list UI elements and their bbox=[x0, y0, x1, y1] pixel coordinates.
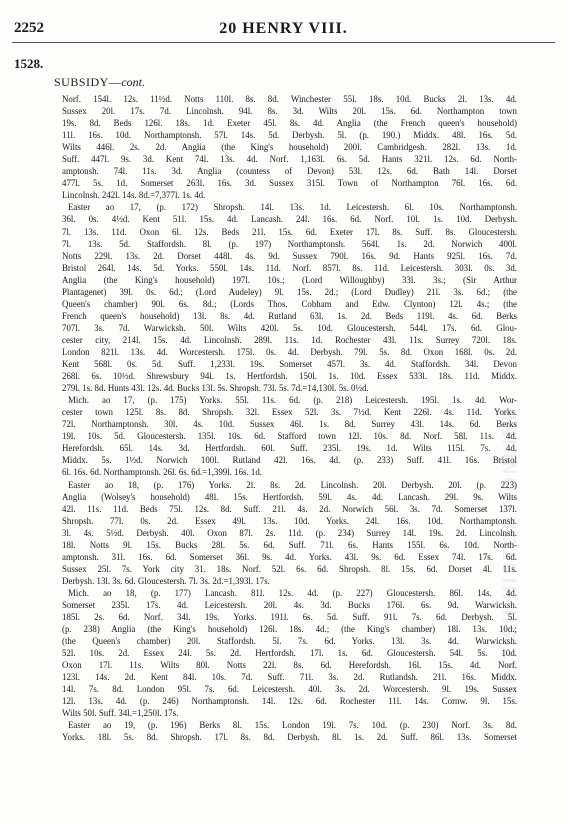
text-line: Easter ao 19, (p. 196) Berks 8l. 15s. London 19l. 7s. 10d. (p. 230) Norf. 3s. 8d. bbox=[68, 720, 517, 731]
text-line: 707l. 3s. 7d. Warwicksh. 50l. Wilts 420l. 5s. 10d. Gloucestersh. 544l. 17s. 6d. Glou- bbox=[62, 322, 517, 333]
text-line: 36l. 0s. 4½d. Kent 51l. 15s. 4d. Lancash. 24l. 16s. 6d. Norf. 10l. 1s. 10d. Derbysh. bbox=[62, 214, 517, 225]
text-line: Lincolnsh. 242l. 14s. 8d.=7,377l. 1s. 4d. bbox=[62, 190, 206, 201]
watermark: BRITISH HISTORY ONLINE bbox=[500, 405, 520, 700]
text-line: Anglia (the King's household) 197l. 10s.; (Lord Willoughby) 33l. 3s.; (Sir Arthur bbox=[62, 274, 517, 285]
text-line: 19l. 10s. 5d. Gloucestersh. 135l. 10s. 6d. Stafford town 12l. 10s. 8d. Norf. 58l. 11s. 4d. bbox=[62, 431, 517, 442]
text-line: amptonsh. 74l. 11s. 3d. Anglia (countess of Devon) 53l. 12s. 6d. Bath 14l. Dorset bbox=[62, 166, 517, 177]
text-line: 477l. 5s. 1d. Somerset 263l. 16s. 3d. Sussex 315l. Town of Northampton 76l. 16s. 6d. bbox=[62, 178, 517, 189]
text-line: 279l. 1s. 8d. Hunts 43l. 12s. 4d. Bucks 13l. 5s. Shropsh. 73l. 5s. 7d.=14,130l. 5s. 0½d. bbox=[62, 383, 369, 394]
text-line: Middx. 5s. 1½d. Norwich 100l. Rutland 42l. 16s. 4d. (p. 233) Suff. 41l. 16s. Bristol bbox=[62, 455, 517, 466]
header-rule bbox=[12, 42, 555, 43]
text-line: 42l. 11s. 11d. Beds 75l. 12s. 8d. Suff. 21l. 4s. 2d. Norwich 56l. 3s. 7d. Somerset 137l. bbox=[62, 503, 517, 514]
text-line: 123l. 14s. 2d. Kent 84l. 10s. 7d. Suff. 71l. 3s. 2d. Rutlandsh. 21l. 16s. Middx. bbox=[62, 672, 517, 683]
text-line: 14l. 7s. 8d. London 95l. 7s. 6d. Leicestersh. 40l. 3s. 2d. Worcestersh. 9l. 19s. Sussex bbox=[62, 684, 517, 695]
text-line: 12l. 13s. 4d. (p. 246) Northamptonsh. 14l. 12s. 6d. Rochester 11l. 14s. Cornw. 9l. 15s. bbox=[62, 696, 517, 707]
text-line: 11l. 16s. 10d. Northamptonsh. 57l. 14s. 5d. Derbysh. 5l. (p. 190.) Middx. 48l. 16s. 5d. bbox=[62, 130, 517, 141]
text-line: Easter ao 17, (p. 172) Shropsh. 14l. 13s. 1d. Leicestersh. 6l. 10s. Northamptonsh. bbox=[68, 202, 517, 213]
text-line: Queen's chamber) 90l. 6s. 8d.; (Lords Thos. Cobham and Edw. Clynton) 12l. 4s.; (the bbox=[62, 298, 517, 309]
page-number: 2252 bbox=[14, 20, 44, 36]
text-line: Suff. 447l. 9s. 3d. Kent 74l. 13s. 4d. Norf. 1,163l. 6s. 5d. Hants 321l. 12s. 6d. North- bbox=[62, 154, 517, 165]
text-line: Derbysh. 13l. 3s. 6d. Gloucestersh. 7l. 3s. 2d.=1,393l. 17s. bbox=[62, 575, 270, 586]
text-line: Mich. ao 17, (p. 175) Yorks. 55l. 11s. 6d. (p. 218) Leicestersh. 195l. 1s. 4d. Wor- bbox=[68, 395, 517, 406]
text-line: Norf. 154l. 12s. 11½d. Notts 110l. 8s. 8d. Winchester 55l. 18s. 10d. Bucks 2l. 13s. 4d. bbox=[62, 94, 517, 104]
text-line: 19s. 8d. Beds 126l. 18s. 1d. Exeter 45l. 8s. 4d. Anglia (the French queen's household) bbox=[62, 118, 517, 129]
text-line: amptonsh. 31l. 16s. 6d. Somerset 36l. 9s. 4d. Yorks. 43l. 9s. 6d. Essex 74l. 17s. 6d. bbox=[62, 551, 517, 562]
text-line: Wilts 446l. 2s. 2d. Anglia (the King's household) 200l. Cambridgesh. 282l. 13s. 1d. bbox=[62, 142, 517, 153]
text-line: (p. 238) Anglia (the King's household) 126l. 18s. 4d.; (the King's chamber) 18l. 13s. 10d.; bbox=[62, 624, 517, 635]
text-line: 185l. 2s. 6d. Norf. 34l. 19s. Yorks. 191l. 6s. 5d. Suff. 91l. 7s. 6d. Derbysh. 5l. bbox=[62, 612, 517, 623]
text-line: Mich. ao 18, (p. 177) Lancash. 81l. 12s. 4d. (p. 227) Gloucestersh. 86l. 14s. 4d. bbox=[68, 587, 517, 598]
text-line: cester town 125l. 8s. 8d. Shropsh. 32l. Essex 52l. 3s. 7½d. Kent 226l. 4s. 11d. Yorks. bbox=[62, 407, 517, 418]
text-line: London 821l. 13s. 4d. Worcestersh. 175l. 0s. 4d. Derbysh. 79l. 5s. 8d. Oxon 168l. 0s. 2d. bbox=[62, 346, 517, 357]
text-line: 7l. 13s. 11d. Oxon 6l. 12s. Beds 21l. 15s. 6d. Exeter 17l. 8s. Suff. 8s. Gloucestersh. bbox=[62, 226, 517, 237]
text-line: Herefordsh. 65l. 14s. 3d. Hertfordsh. 60l. Suff. 235l. 19s. 1d. Wilts 115l. 7s. 4d. bbox=[62, 443, 517, 454]
section-heading-label: SUBSIDY— bbox=[54, 75, 122, 89]
text-line: Anglia (Wolsey's household) 48l. 15s. Hertfordsh. 59l. 4s. 4d. Lancash. 29l. 9s. Wilts bbox=[62, 491, 517, 502]
text-line: Shropsh. 77l. 0s. 2d. Essex 49l. 13s. 10d. Yorks. 24l. 16s. 10d. Northamptonsh. bbox=[62, 515, 517, 526]
text-line: (the Queen's chamber) 20l. Staffordsh. 5l. 7s. 6d. Yorks. 13l. 3s. 4d. Warwicksh. bbox=[62, 636, 517, 647]
text-line: 7l. 13s. 5d. Staffordsh. 8l. (p. 197) Northamptonsh. 564l. 1s. 2d. Norwich 400l. bbox=[62, 238, 517, 249]
text-line: Oxon 17l. 11s. Wilts 80l. Notts 22l. 8s. 6d. Herefordsh. 16l. 15s. 4d. Norf. bbox=[62, 660, 517, 671]
year-marker: 1528. bbox=[14, 56, 44, 71]
body-text bbox=[62, 93, 517, 744]
text-line: 6l. 16s. 6d. Northamptonsh. 26l. 6s. 6d.=1,399l. 16s. 1d. bbox=[62, 467, 263, 478]
section-heading-suffix: cont. bbox=[121, 75, 146, 89]
text-line: Notts 229l. 13s. 2d. Dorset 448l. 4s. 9d. Sussex 790l. 16s. 9d. Hants 925l. 16s. 7d. bbox=[62, 250, 517, 261]
text-line: Somerset 235l. 17s. 4d. Leicestersh. 20l. 4s. 3d. Bucks 176l. 6s. 9d. Warwicksh. bbox=[62, 599, 517, 610]
text-line: 72l. Northamptonsh. 30l. 4s. 10d. Sussex 46l. 1s. 8d. Surrey 43l. 14s. 6d. Berks bbox=[62, 419, 517, 430]
text-line: Sussex 25l. 7s. York city 31. 18s. Norf. 52l. 6s. 6d. Shropsh. 8l. 15s. 6d. Dorset 4l. 11s. bbox=[62, 563, 517, 574]
running-title: 20 HENRY VIII. bbox=[219, 20, 348, 37]
text-line: Wilts 50l. Suff. 34l.=1,250l. 17s. bbox=[62, 708, 179, 719]
text-line: Sussex 20l. 17s. 7d. Lincolnsh. 94l. 8s. 3d. Wilts 20l. 15s. 6d. Northampton town bbox=[62, 106, 517, 117]
text-line: 52l. 10s. 2d. Essex 24l. 5s. 2d. Hertfordsh. 17l. 1s. 6d. Gloucestersh. 54l. 5s. 10d. bbox=[62, 648, 517, 659]
section-heading bbox=[54, 75, 145, 90]
text-line: 268l. 6s. 10½d. Shrewsbury 94l. 1s. Hertfordsh. 150l. 1s. 10d. Essex 533l. 18s. 11d. Middx. bbox=[62, 371, 517, 382]
text-line: Easter ao 18, (p. 176) Yorks. 2l. 8s. 2d. Lincolnsh. 20l. Derbysh. 20l. (p. 223) bbox=[68, 479, 517, 490]
text-line: 3l. 4s. 5½d. Derbysh. 40l. Oxon 87l. 2s. 11d. (p. 234) Surrey 14l. 19s. 2d. Lincolnsh. bbox=[62, 527, 517, 538]
text-line: cester city, 214l. 15s. 4d. Lincolnsh. 289l. 11s. 1d. Rochester 43l. 11s. Surrey 720l. 18s. bbox=[62, 334, 517, 345]
text-line: French queen's household) 13l. 8s. 4d. Rutland 63l. 1s. 2d. Beds 119l. 4s. 6d. Berks bbox=[62, 310, 517, 321]
text-line: Yorks. 18l. 5s. 8d. Shropsh. 17l. 8s. 8d. Derbysh. 8l. 1s. 2d. Suff. 86l. 13s. Somerset bbox=[62, 732, 517, 743]
text-line: Bristol 264l. 14s. 5d. Yorks. 550l. 14s. 11d. Norf. 857l. 8s. 11d. Leicestersh. 303l. 0s. 3d. bbox=[62, 262, 517, 273]
text-line: Plantagenet) 39l. 0s. 6d.; (Lord Audeley) 9l. 15s. 2d.; (Lord Dudley) 21l. 3s. 6d.; (the bbox=[62, 286, 517, 297]
text-line: 18l. Notts 9l. 15s. Bucks 28l. 5s. 6d. Suff. 71l. 6s. Hants 155l. 6s. 10d. North- bbox=[62, 539, 517, 550]
text-line: Kent 568l. 0s. 5d. Suff. 1,233l. 19s. Somerset 457l. 3s. 4d. Staffordsh. 34l. Devon bbox=[62, 359, 517, 370]
